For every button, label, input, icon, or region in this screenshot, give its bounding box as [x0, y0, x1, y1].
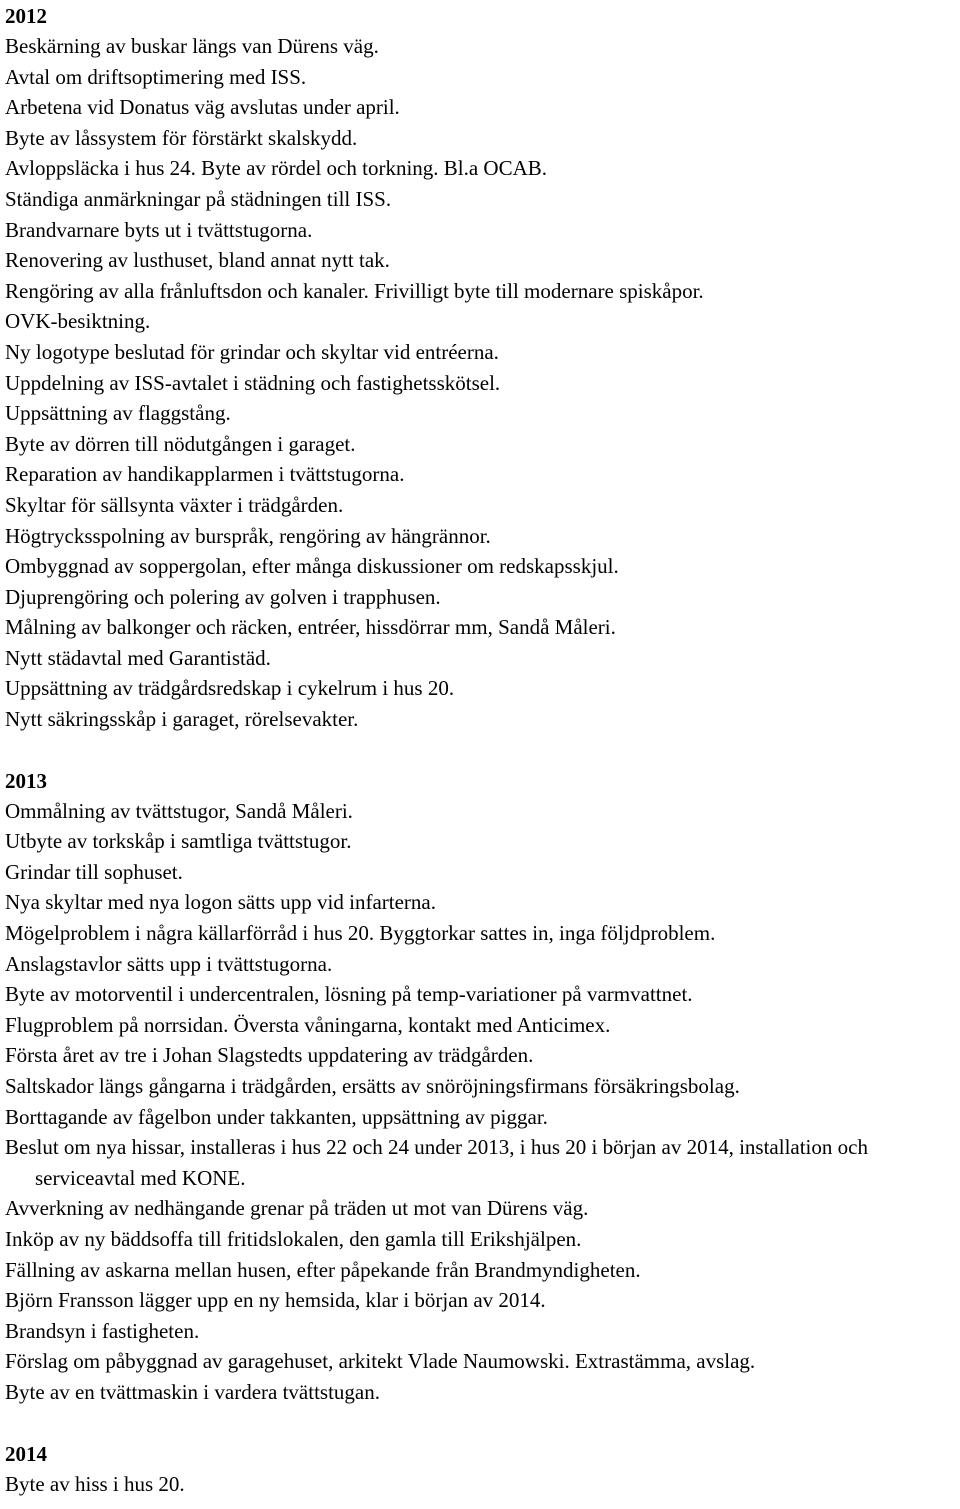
list-item: Skyltar för sällsynta växter i trädgården.: [5, 492, 344, 517]
list-item: Ommålning av tvättstugor, Sandå Måleri.: [5, 798, 353, 823]
list-item: Djuprengöring och polering av golven i trapphusen.: [5, 584, 441, 609]
list-item: Målning av balkonger och räcken, entréer, hissdörrar mm, Sandå Måleri.: [5, 615, 616, 640]
list-item: Borttagande av fågelbon under takkanten, uppsättning av piggar.: [5, 1104, 548, 1129]
year-heading: 2012: [5, 4, 47, 28]
list-item: Inköp av ny bäddsoffa till fritidslokalen, den gamla till Erikshjälpen.: [5, 1226, 582, 1251]
list-item: Uppsättning av flaggstång.: [5, 401, 231, 426]
list-item: Förslag om påbyggnad av garagehuset, arkitekt Vlade Naumowski. Extrastämma, avslag.: [5, 1349, 756, 1374]
list-item: Brandsyn i fastigheten.: [5, 1318, 200, 1343]
list-item: Beskärning av buskar längs van Dürens väg.: [5, 34, 379, 58]
section-2014: [5, 1438, 960, 1500]
list-item: Avloppsläcka i hus 24. Byte av rördel och torkning. Bl.a OCAB.: [5, 156, 548, 181]
list-item: Arbetena vid Donatus väg avslutas under april.: [5, 95, 400, 120]
list-item: Björn Fransson lägger upp en ny hemsida, klar i början av 2014.: [5, 1288, 546, 1313]
list-item: Byte av dörren till nödutgången i garaget.: [5, 431, 356, 456]
list-item: Beslut om nya hissar, installeras i hus 22 och 24 under 2013, i hus 20 i början av 2014, installation och serviceavtal med KONE.: [5, 1135, 868, 1190]
list-item: Anslagstavlor sätts upp i tvättstugorna.: [5, 951, 333, 976]
year-heading: 2013: [5, 768, 47, 793]
list-item: Rengöring av alla frånluftsdon och kanaler. Frivilligt byte till modernare spiskåpor.: [5, 278, 704, 303]
list-item: OVK-besiktning.: [5, 309, 151, 334]
list-item: Uppsättning av trädgårdsredskap i cykelrum i hus 20.: [5, 676, 455, 701]
list-item: Uppdelning av ISS-avtalet i städning och fastighetsskötsel.: [5, 370, 501, 395]
section-2012: [5, 0, 960, 735]
list-item: Saltskador längs gångarna i trädgården, ersätts av snöröjningsfirmans försäkringsbolag.: [5, 1074, 740, 1098]
item-list: [5, 31, 960, 735]
document-page: [5, 0, 960, 1499]
list-item: Nytt säkringsskåp i garaget, rörelsevakter.: [5, 707, 359, 732]
list-item: Brandvarnare byts ut i tvättstugorna.: [5, 217, 313, 242]
list-item: Ständiga anmärkningar på städningen till ISS.: [5, 186, 392, 211]
list-item: Ombyggnad av soppergolan, efter många diskussioner om redskapsskjul.: [5, 554, 619, 579]
list-item: Grindar till sophuset.: [5, 859, 183, 884]
list-item: Första året av tre i Johan Slagstedts uppdatering av trädgården.: [5, 1043, 534, 1068]
list-item: Byte av låssystem för förstärkt skalskydd.: [5, 125, 358, 150]
list-item: Byte av en tvättmaskin i vardera tvättstugan.: [5, 1379, 380, 1404]
list-item: Renovering av lusthuset, bland annat nytt tak.: [5, 248, 390, 273]
list-item: Nytt städavtal med Garantistäd.: [5, 645, 271, 670]
list-item: Avtal om driftsoptimering med ISS.: [5, 64, 307, 89]
list-item: Byte av hiss i hus 20.: [5, 1471, 185, 1496]
item-list: [5, 796, 960, 1408]
list-item: Avverkning av nedhängande grenar på träden ut mot van Dürens väg.: [5, 1196, 589, 1221]
list-item: Flugproblem på norrsidan. Översta våningarna, kontakt med Anticimex.: [5, 1012, 611, 1037]
list-item: Mögelproblem i några källarförråd i hus 20. Byggtorkar sattes in, inga följdproblem.: [5, 921, 716, 946]
section-2013: [5, 765, 960, 1408]
list-item: Utbyte av torkskåp i samtliga tvättstugor.: [5, 829, 352, 854]
list-item: Ny logotype beslutad för grindar och skyltar vid entréerna.: [5, 339, 499, 364]
list-item: Högtrycksspolning av burspråk, rengöring av hängrännor.: [5, 523, 491, 548]
item-list: [5, 1469, 960, 1500]
list-item: Fällning av askarna mellan husen, efter påpekande från Brandmyndigheten.: [5, 1257, 641, 1282]
list-item: Reparation av handikapplarmen i tvättstugorna.: [5, 462, 405, 487]
list-item: Nya skyltar med nya logon sätts upp vid infarterna.: [5, 890, 436, 915]
list-item: Byte av motorventil i undercentralen, lösning på temp-variationer på varmvattnet.: [5, 982, 693, 1007]
year-heading: 2014: [5, 1441, 47, 1466]
